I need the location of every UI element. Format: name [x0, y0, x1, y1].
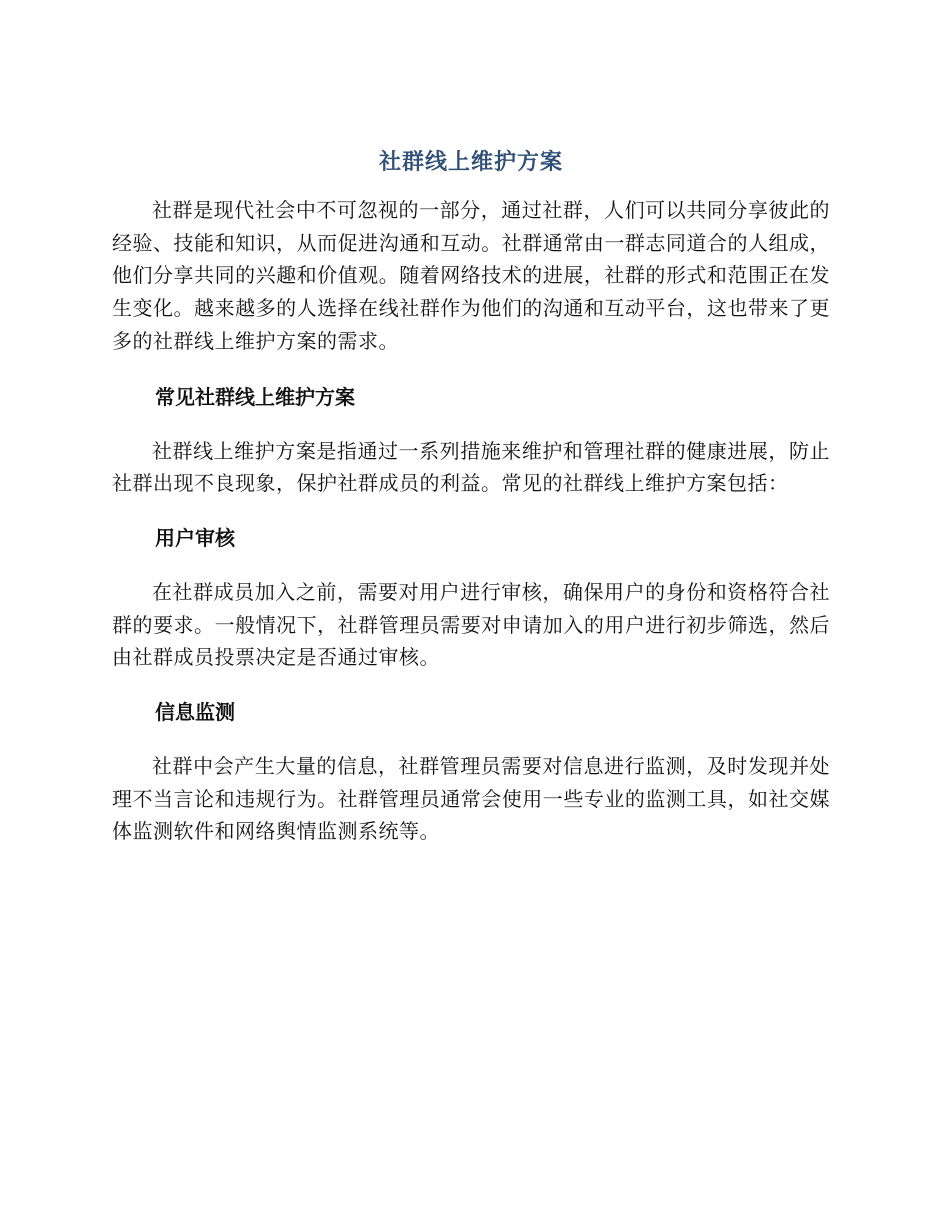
- section-body-info-monitoring: 社群中会产生大量的信息，社群管理员需要对信息进行监测，及时发现并处理不当言论和违规行为。社群管理员通常会使用一些专业的监测工具，如社交媒体监测软件和网络舆情监测系统等。: [112, 754, 830, 844]
- document-title: 社群线上维护方案: [378, 150, 563, 175]
- section-body-user-review: 在社群成员加入之前，需要对用户进行审核，确保用户的身份和资格符合社群的要求。一般情况下，社群管理员需要对申请加入的用户进行初步筛选，然后由社群成员投票决定是否通过审核。: [112, 579, 830, 670]
- section-heading-info-monitoring: 信息监测: [155, 700, 235, 725]
- section-heading-common-plans: 常见社群线上维护方案: [155, 384, 355, 409]
- section-body-common-plans: 社群线上维护方案是指通过一系列措施来维护和管理社群的健康进展，防止社群出现不良现象，保护社群成员的利益。常见的社群线上维护方案包括：: [112, 438, 830, 496]
- section-heading-user-review: 用户审核: [155, 525, 235, 550]
- document-page: [112, 140, 830, 848]
- intro-paragraph: 社群是现代社会中不可忽视的一部分，通过社群，人们可以共同分享彼此的经验、技能和知识，从而促进沟通和互动。社群通常由一群志同道合的人组成，他们分享共同的兴趣和价值观。随着网络技术的进展，社群的形式和范围正在发生变化。越来越多的人选择在线社群作为他们的沟通和互动平台，这也带来了更多的社群线上维护方案的需求。: [112, 198, 830, 353]
